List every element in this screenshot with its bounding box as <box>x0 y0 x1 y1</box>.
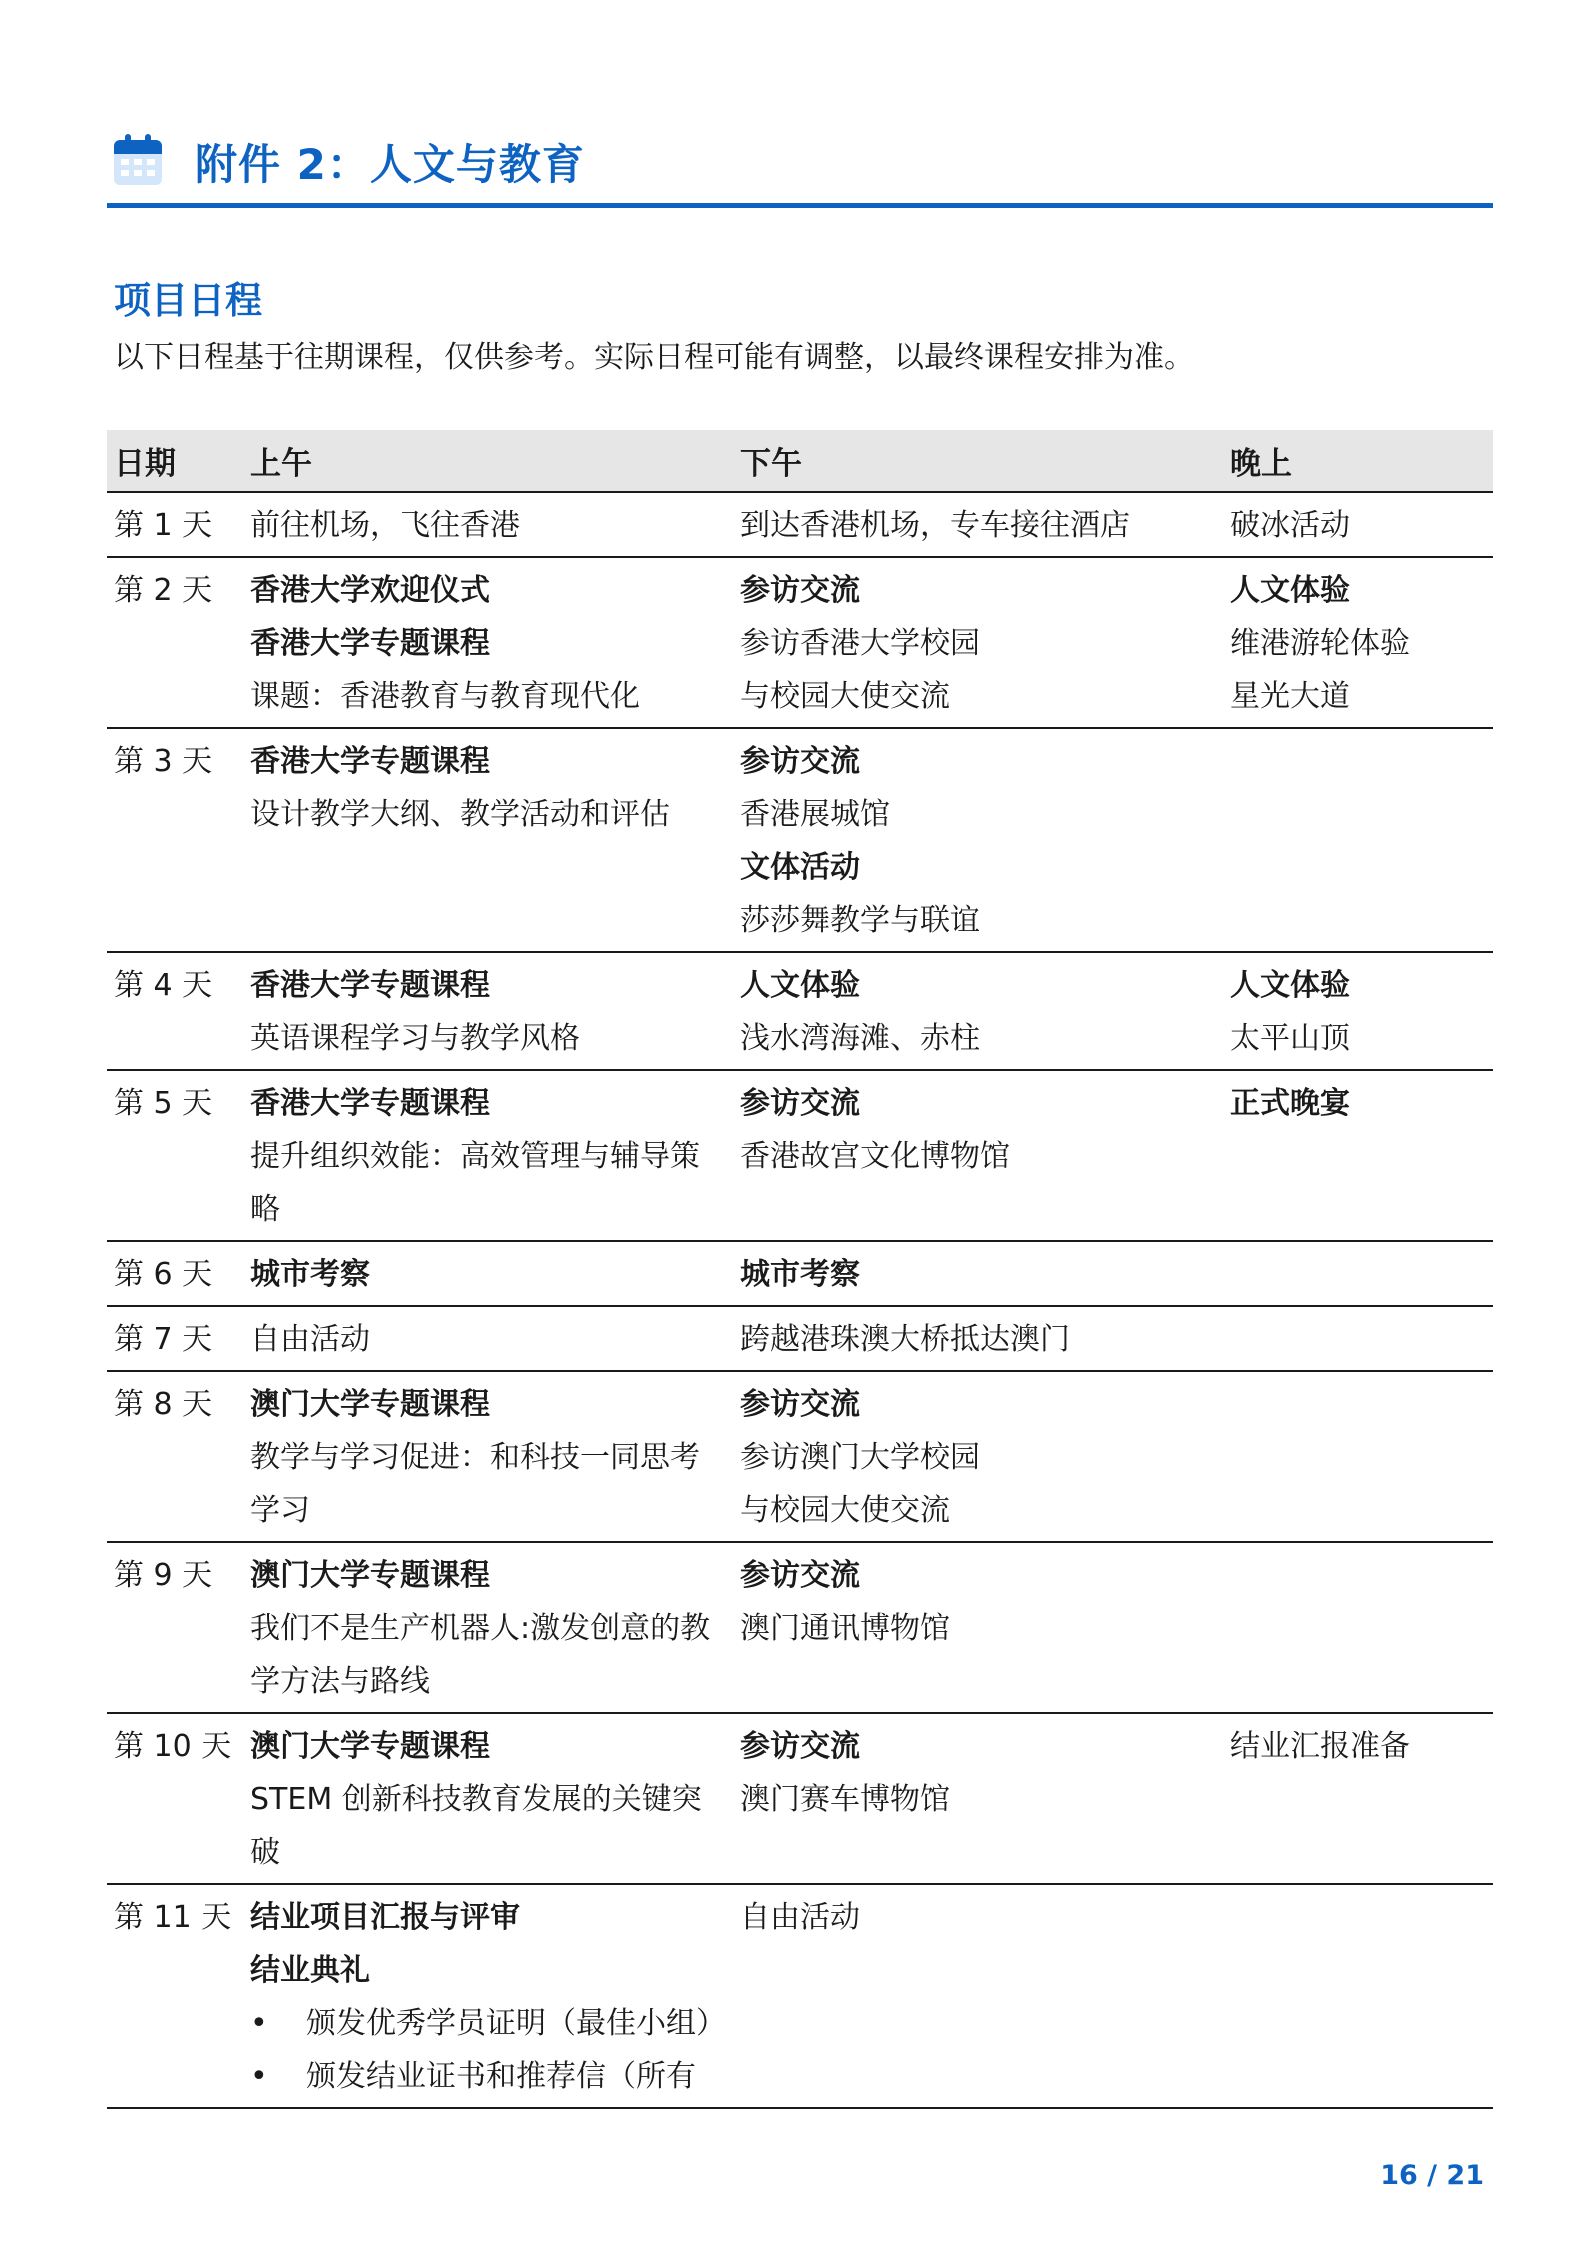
day-cell: 第 7 天 <box>107 1306 243 1371</box>
table-row <box>107 1884 1493 2108</box>
table-row <box>107 557 1493 728</box>
activity-heading: 参访交流 <box>740 1729 860 1764</box>
afternoon-cell <box>733 1241 1223 1306</box>
evening-cell <box>1223 1306 1493 1371</box>
afternoon-cell <box>733 1070 1223 1241</box>
morning-cell <box>243 1884 733 2108</box>
activity-heading: 澳门大学专题课程 <box>250 1729 490 1764</box>
table-row <box>107 728 1493 952</box>
morning-cell <box>243 728 733 952</box>
activity-detail: 提升组织效能：高效管理与辅导策略 <box>250 1139 700 1227</box>
morning-cell <box>243 1070 733 1241</box>
day-cell: 第 11 天 <box>107 1884 243 2108</box>
evening-cell <box>1223 1371 1493 1542</box>
activity-heading: 参访交流 <box>740 744 860 779</box>
activity-detail: 跨越港珠澳大桥抵达澳门 <box>740 1322 1070 1357</box>
bullet-item <box>250 1997 726 2050</box>
day-cell: 第 2 天 <box>107 557 243 728</box>
activity-detail: 我们不是生产机器人:激发创意的教学方法与路线 <box>250 1611 711 1699</box>
schedule-body <box>107 492 1493 2108</box>
evening-cell <box>1223 952 1493 1070</box>
evening-cell <box>1223 1241 1493 1306</box>
activity-heading: 结业典礼 <box>250 1953 370 1988</box>
day-cell: 第 9 天 <box>107 1542 243 1713</box>
activity-heading: 人文体验 <box>1230 968 1350 1003</box>
activity-detail: 结业汇报准备 <box>1230 1729 1410 1764</box>
activity-detail: 设计教学大纲、教学活动和评估 <box>250 797 670 832</box>
morning-cell <box>243 1542 733 1713</box>
schedule-table <box>107 430 1493 2109</box>
activity-detail: 参访澳门大学校园 <box>740 1440 980 1475</box>
afternoon-cell <box>733 1542 1223 1713</box>
activity-detail: 浅水湾海滩、赤柱 <box>740 1021 980 1056</box>
morning-cell <box>243 492 733 557</box>
evening-cell <box>1223 1070 1493 1241</box>
day-cell: 第 4 天 <box>107 952 243 1070</box>
table-row <box>107 1371 1493 1542</box>
afternoon-cell <box>733 728 1223 952</box>
bullet-icon: • <box>250 2059 268 2094</box>
table-row <box>107 952 1493 1070</box>
activity-heading: 人文体验 <box>1230 573 1350 608</box>
activity-heading: 香港大学专题课程 <box>250 744 490 779</box>
activity-heading: 香港大学专题课程 <box>250 1086 490 1121</box>
evening-cell <box>1223 1542 1493 1713</box>
table-row <box>107 1542 1493 1713</box>
morning-cell <box>243 1241 733 1306</box>
activity-detail: 英语课程学习与教学风格 <box>250 1021 580 1056</box>
afternoon-cell <box>733 557 1223 728</box>
morning-cell <box>243 952 733 1070</box>
morning-cell <box>243 1371 733 1542</box>
activity-detail: 莎莎舞教学与联谊 <box>740 903 980 938</box>
table-row <box>107 1070 1493 1241</box>
activity-detail: STEM 创新科技教育发展的关键突破 <box>250 1782 702 1870</box>
activity-detail: 到达香港机场，专车接往酒店 <box>740 508 1130 543</box>
activity-heading: 澳门大学专题课程 <box>250 1387 490 1422</box>
activity-detail: 前往机场，飞往香港 <box>250 508 520 543</box>
activity-heading: 文体活动 <box>740 850 860 885</box>
page-number: 16 / 21 <box>1380 2160 1484 2191</box>
activity-detail: 星光大道 <box>1230 679 1350 714</box>
activity-heading: 正式晚宴 <box>1230 1086 1350 1121</box>
evening-cell <box>1223 1884 1493 2108</box>
activity-detail: 澳门通讯博物馆 <box>740 1611 950 1646</box>
activity-heading: 结业项目汇报与评审 <box>250 1900 520 1935</box>
afternoon-cell <box>733 1306 1223 1371</box>
table-row <box>107 1713 1493 1884</box>
header-evening: 晚上 <box>1223 430 1493 492</box>
calendar-icon <box>113 134 163 186</box>
activity-detail: 香港故宫文化博物馆 <box>740 1139 1010 1174</box>
activity-detail: 自由活动 <box>250 1322 370 1357</box>
evening-cell <box>1223 728 1493 952</box>
day-cell: 第 10 天 <box>107 1713 243 1884</box>
afternoon-cell <box>733 1884 1223 2108</box>
activity-heading: 参访交流 <box>740 1558 860 1593</box>
activity-detail: 课题：香港教育与教育现代化 <box>250 679 640 714</box>
table-row <box>107 1306 1493 1371</box>
activity-heading: 参访交流 <box>740 1086 860 1121</box>
activity-detail: 太平山顶 <box>1230 1021 1350 1056</box>
table-row <box>107 492 1493 557</box>
header-morning: 上午 <box>243 430 733 492</box>
activity-heading: 人文体验 <box>740 968 860 1003</box>
morning-cell <box>243 1306 733 1371</box>
page-title: 附件 2：人文与教育 <box>195 140 585 189</box>
bullet-icon: • <box>250 2006 268 2041</box>
activity-heading: 参访交流 <box>740 573 860 608</box>
activity-detail: 教学与学习促进：和科技一同思考学习 <box>250 1440 700 1528</box>
header-date: 日期 <box>107 430 243 492</box>
day-cell: 第 1 天 <box>107 492 243 557</box>
section-title: 项目日程 <box>114 279 262 322</box>
activity-detail: 与校园大使交流 <box>740 679 950 714</box>
activity-heading: 城市考察 <box>740 1257 860 1292</box>
page-header <box>107 118 1493 208</box>
evening-cell <box>1223 1713 1493 1884</box>
activity-detail: 参访香港大学校园 <box>740 626 980 661</box>
activity-detail: 破冰活动 <box>1230 508 1350 543</box>
activity-detail: 与校园大使交流 <box>740 1493 950 1528</box>
activity-detail: 自由活动 <box>740 1900 860 1935</box>
day-cell: 第 8 天 <box>107 1371 243 1542</box>
afternoon-cell <box>733 1371 1223 1542</box>
afternoon-cell <box>733 1713 1223 1884</box>
activity-heading: 参访交流 <box>740 1387 860 1422</box>
activity-heading: 城市考察 <box>250 1257 370 1292</box>
evening-cell <box>1223 557 1493 728</box>
day-cell: 第 5 天 <box>107 1070 243 1241</box>
intro-text: 以下日程基于往期课程，仅供参考。实际日程可能有调整，以最终课程安排为准。 <box>114 340 1194 375</box>
activity-heading: 香港大学专题课程 <box>250 968 490 1003</box>
bullet-item <box>250 2050 726 2103</box>
activity-detail: 香港展城馆 <box>740 797 890 832</box>
table-header-row <box>107 430 1493 492</box>
activity-heading: 香港大学专题课程 <box>250 626 490 661</box>
bullet-text: 颁发优秀学员证明（最佳小组） <box>306 2006 726 2041</box>
day-cell: 第 6 天 <box>107 1241 243 1306</box>
afternoon-cell <box>733 952 1223 1070</box>
morning-cell <box>243 557 733 728</box>
evening-cell <box>1223 492 1493 557</box>
activity-heading: 澳门大学专题课程 <box>250 1558 490 1593</box>
table-row <box>107 1241 1493 1306</box>
activity-detail: 澳门赛车博物馆 <box>740 1782 950 1817</box>
day-cell: 第 3 天 <box>107 728 243 952</box>
bullet-text: 颁发结业证书和推荐信（所有 <box>306 2059 696 2094</box>
activity-detail: 维港游轮体验 <box>1230 626 1410 661</box>
header-afternoon: 下午 <box>733 430 1223 492</box>
afternoon-cell <box>733 492 1223 557</box>
morning-cell <box>243 1713 733 1884</box>
activity-heading: 香港大学欢迎仪式 <box>250 573 490 608</box>
